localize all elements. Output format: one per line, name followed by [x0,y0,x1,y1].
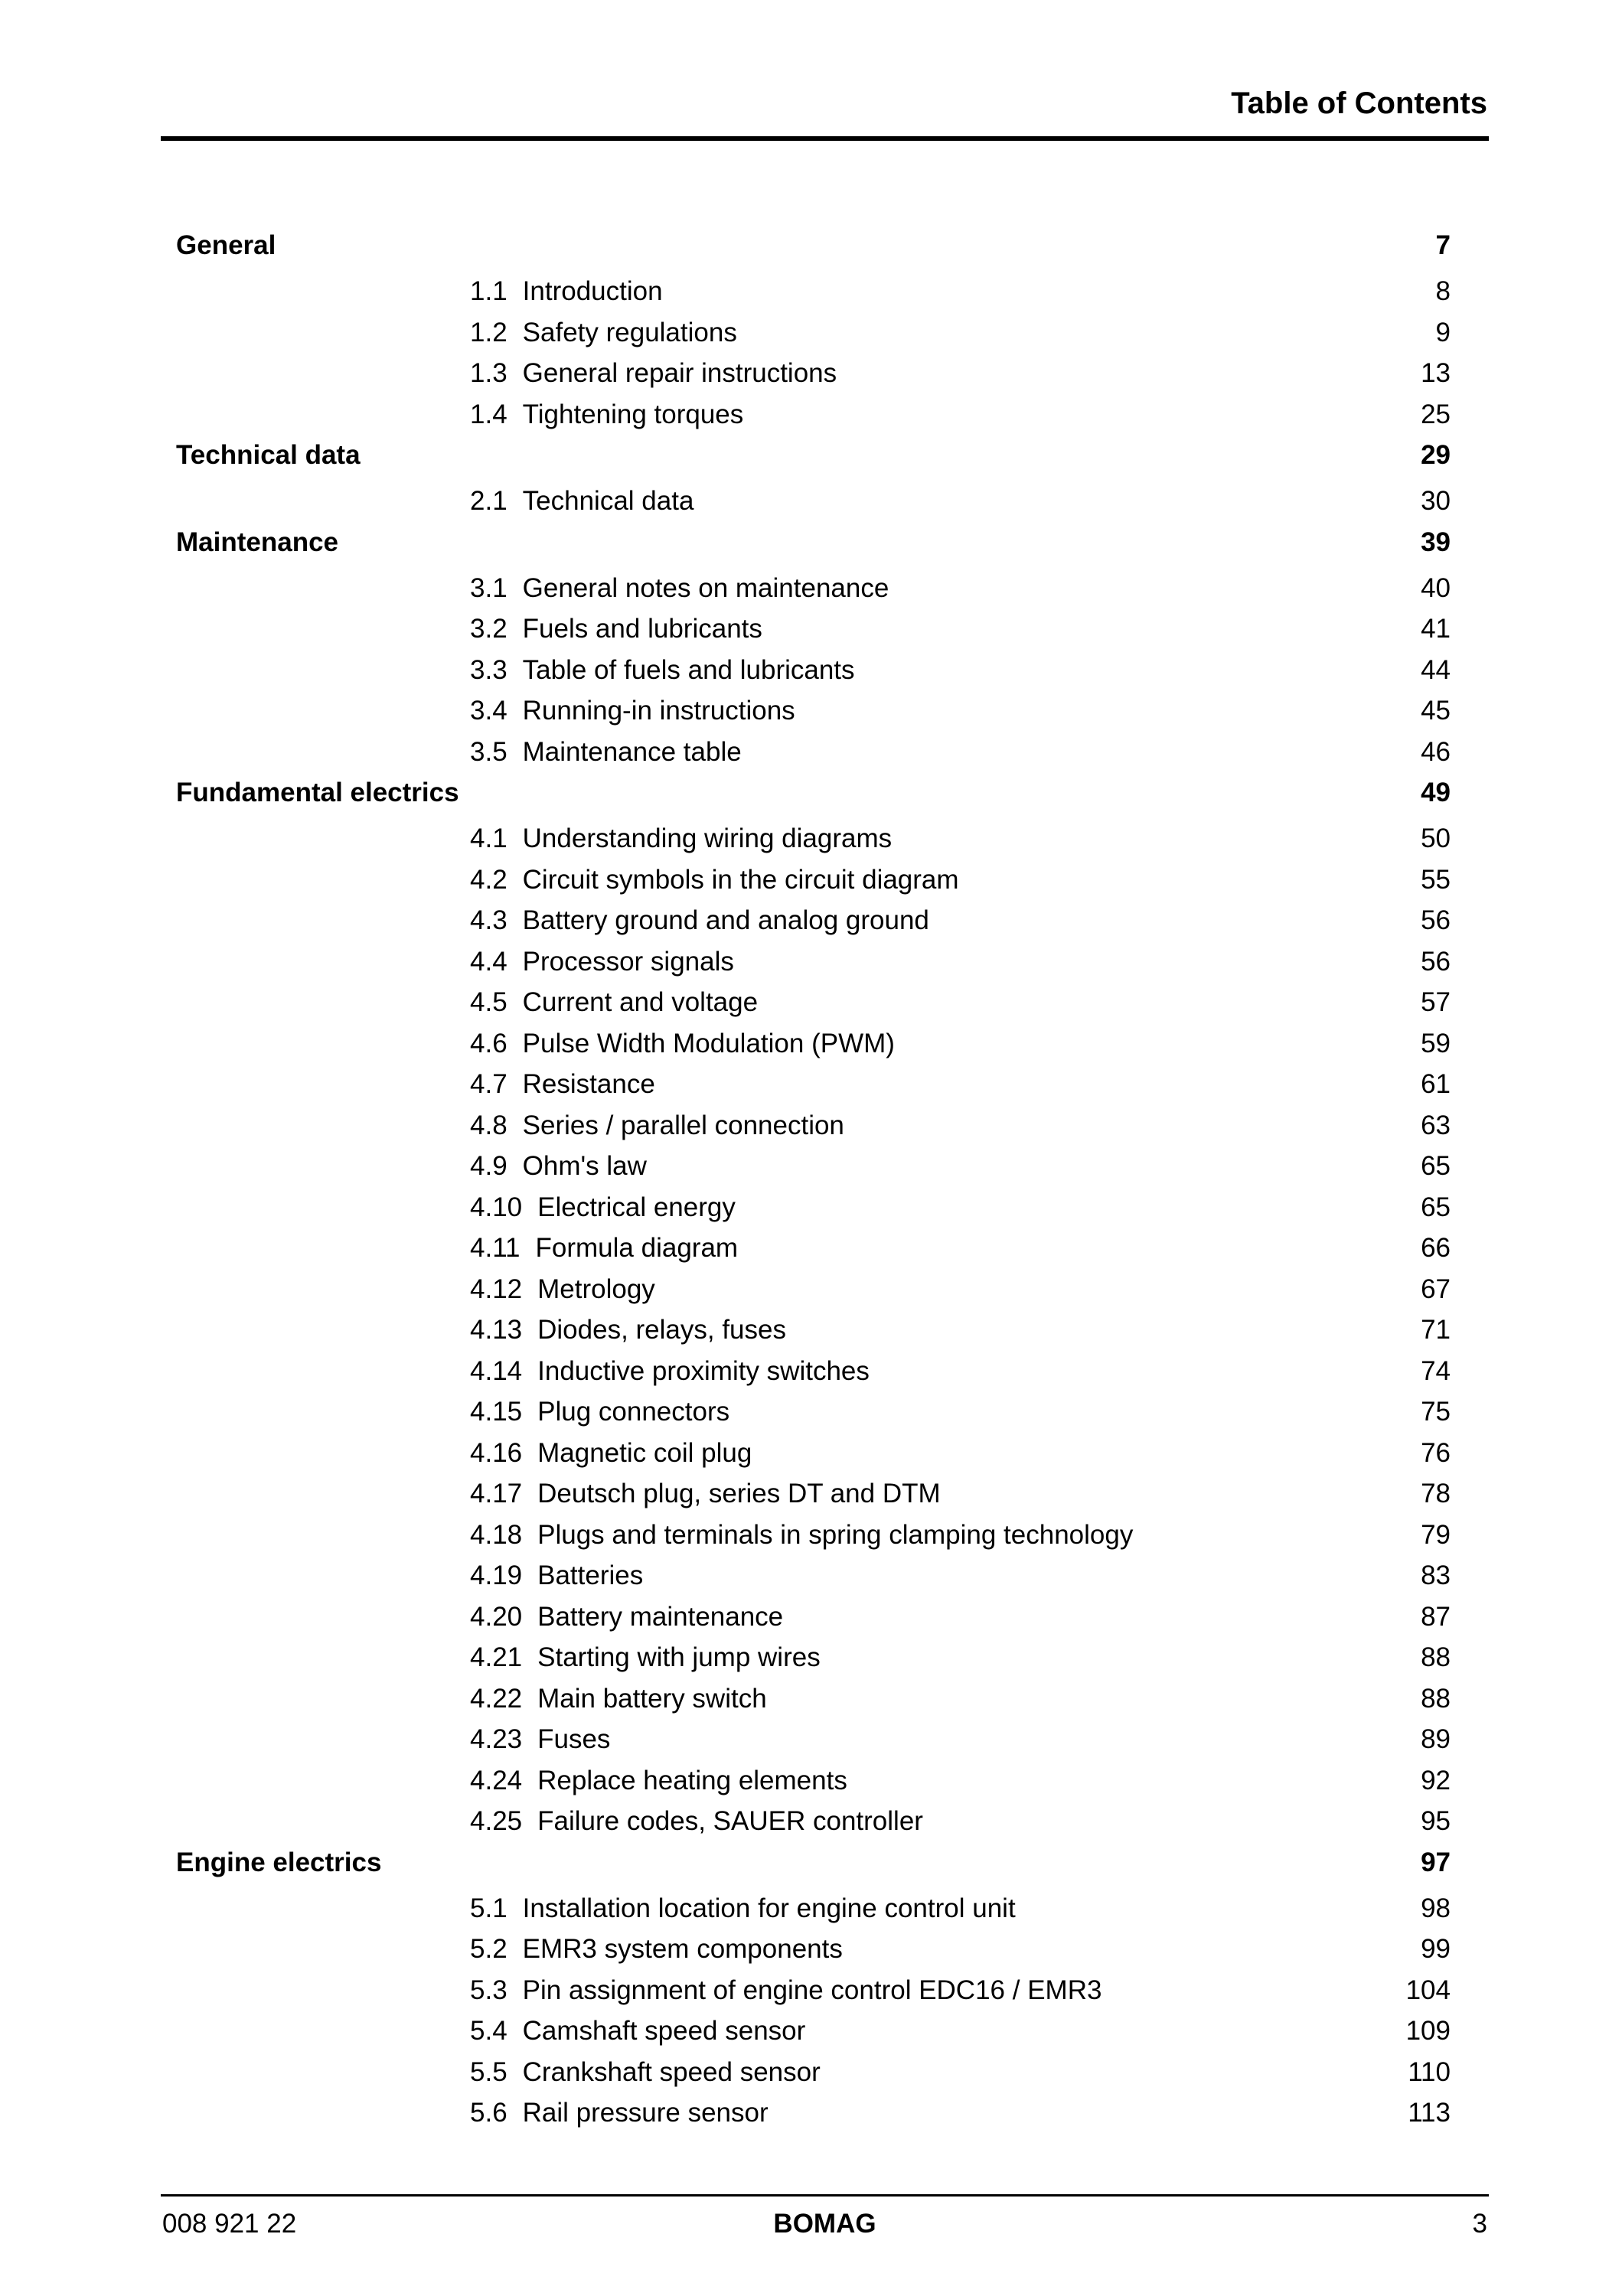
entry-label [470,2057,821,2088]
toc-entry[interactable] [470,1474,1451,1515]
toc-entry[interactable] [470,1106,1451,1147]
section-title: Maintenance [176,527,338,557]
entry-number: 4.2 [470,865,507,895]
entry-page-number: 65 [1421,1192,1451,1222]
entry-page-number: 99 [1421,1934,1451,1964]
toc-entry[interactable] [470,819,1451,860]
toc-entry[interactable] [470,1146,1451,1188]
entry-number: 4.3 [470,905,507,935]
entry-title: Crankshaft speed sensor [522,2057,821,2087]
entry-number: 4.23 [470,1724,523,1754]
entry-title: Resistance [522,1069,655,1099]
section-page-number: 39 [1421,527,1451,557]
entry-number: 1.1 [470,276,507,306]
entry-title: Maintenance table [522,737,742,767]
entry-page-number: 113 [1408,2098,1451,2128]
entry-page-number: 66 [1421,1233,1451,1263]
entry-page-number: 30 [1421,486,1451,516]
toc-entry[interactable] [470,2093,1451,2135]
entry-number: 5.5 [470,2057,507,2087]
toc-section[interactable] [176,1843,1451,1884]
toc-entry[interactable] [470,1310,1451,1352]
toc-entry[interactable] [470,395,1451,436]
entry-title: Electrical energy [537,1192,736,1222]
entry-page-number: 110 [1408,2057,1451,2087]
entry-page-number: 46 [1421,737,1451,767]
entry-page-number: 13 [1421,358,1451,388]
entry-title: Series / parallel connection [522,1110,844,1140]
entry-number: 4.7 [470,1069,507,1099]
toc-entry[interactable] [470,354,1451,395]
entry-title: Safety regulations [522,318,737,347]
entry-label [470,737,742,768]
toc-entry[interactable] [470,313,1451,354]
toc-entry[interactable] [470,1433,1451,1475]
entry-number: 4.20 [470,1602,523,1632]
entry-number: 4.25 [470,1806,523,1836]
toc-entry[interactable] [470,1679,1451,1720]
entry-number: 5.2 [470,1934,507,1964]
entry-label [470,1233,738,1264]
entry-page-number: 57 [1421,987,1451,1017]
entry-page-number: 8 [1435,276,1451,306]
entry-page-number: 88 [1421,1642,1451,1672]
toc-entry[interactable] [470,2053,1451,2094]
toc-entry[interactable] [470,691,1451,732]
entry-page-number: 40 [1421,573,1451,603]
entry-number: 5.4 [470,2016,507,2046]
entry-title: Table of fuels and lubricants [522,655,855,685]
entry-label [470,1274,655,1305]
toc-entry[interactable] [470,1065,1451,1106]
page-footer [161,2194,1489,2242]
entry-label [470,865,959,895]
entry-number: 4.18 [470,1520,523,1550]
entry-page-number: 55 [1421,865,1451,895]
entry-number: 4.5 [470,987,507,1017]
entry-label [470,358,837,389]
entry-page-number: 89 [1421,1724,1451,1754]
entry-number: 4.11 [470,1233,521,1263]
entry-label [470,2016,805,2047]
entry-label [470,1151,647,1182]
toc-section[interactable] [176,523,1451,564]
entry-number: 3.5 [470,737,507,767]
entry-label [470,2098,769,2128]
entry-number: 4.8 [470,1110,507,1140]
entry-title: General notes on maintenance [522,573,889,603]
entry-label [470,1315,786,1345]
toc-entry[interactable] [470,1024,1451,1065]
toc-entry[interactable] [470,1971,1451,2012]
toc-entry[interactable] [470,1228,1451,1270]
entry-page-number: 88 [1421,1684,1451,1714]
entry-title: Circuit symbols in the circuit diagram [522,865,959,895]
entry-label [470,1438,752,1469]
section-title: Engine electrics [176,1847,382,1877]
toc-entry[interactable] [470,983,1451,1024]
entry-label [470,823,892,854]
entry-page-number: 56 [1421,947,1451,977]
toc-entry[interactable] [470,1638,1451,1679]
toc-entry[interactable] [470,732,1451,774]
section-title: Fundamental electrics [176,778,459,807]
entry-title: Metrology [537,1274,655,1304]
entry-label [470,1110,844,1141]
entry-number: 3.2 [470,614,507,644]
entry-number: 1.2 [470,318,507,347]
entry-title: Pulse Width Modulation (PWM) [522,1029,895,1058]
entry-title: Fuels and lubricants [522,614,762,644]
entry-page-number: 45 [1421,696,1451,726]
entry-title: Processor signals [522,947,734,977]
entry-number: 4.9 [470,1151,507,1181]
entry-page-number: 104 [1405,1975,1451,2005]
entry-title: Starting with jump wires [537,1642,821,1672]
document-number: 008 921 22 [162,2209,297,2239]
entry-number: 3.1 [470,573,507,603]
toc-section[interactable] [176,773,1451,814]
entry-label [470,573,889,604]
entry-label [470,1684,767,1714]
entry-title: EMR3 system components [522,1934,843,1964]
entry-number: 4.14 [470,1356,523,1386]
toc-entry[interactable] [470,2011,1451,2053]
section-page-number: 7 [1435,230,1451,260]
toc-entry[interactable] [470,1515,1451,1557]
entry-page-number: 95 [1421,1806,1451,1836]
entry-page-number: 92 [1421,1766,1451,1795]
entry-number: 1.3 [470,358,507,388]
toc-entry[interactable] [470,272,1451,313]
toc-entry[interactable] [470,1392,1451,1433]
entry-page-number: 87 [1421,1602,1451,1632]
entry-number: 4.24 [470,1766,523,1795]
entry-label [470,655,855,686]
entry-label [470,1397,729,1427]
entry-title: Battery maintenance [537,1602,784,1632]
entry-label [470,987,758,1018]
entry-number: 4.12 [470,1274,523,1304]
entry-title: Tightening torques [522,400,744,429]
page-title: Table of Contents [1231,86,1487,120]
entry-number: 4.21 [470,1642,523,1672]
entry-title: Diodes, relays, fuses [537,1315,786,1345]
entry-title: Pin assignment of engine control EDC16 / EMR3 [522,1975,1102,2005]
toc-entry[interactable] [470,569,1451,610]
entry-page-number: 44 [1421,655,1451,685]
entry-page-number: 9 [1435,318,1451,347]
entry-number: 2.1 [470,486,507,516]
toc-entry[interactable] [470,1889,1451,1930]
entry-number: 4.19 [470,1561,523,1590]
entry-label [470,1724,610,1755]
entry-label [470,318,737,348]
entry-title: Formula diagram [535,1233,739,1263]
entry-label [470,1520,1133,1551]
section-title: General [176,230,276,260]
entry-title: Inductive proximity switches [537,1356,870,1386]
entry-title: Magnetic coil plug [537,1438,752,1468]
entry-label [470,486,694,517]
entry-page-number: 83 [1421,1561,1451,1590]
entry-label [470,1975,1101,2006]
entry-number: 5.1 [470,1893,507,1923]
entry-number: 4.17 [470,1479,523,1508]
entry-number: 4.1 [470,823,507,853]
toc-entry[interactable] [470,1188,1451,1229]
toc-entry[interactable] [470,901,1451,942]
entry-page-number: 63 [1421,1110,1451,1140]
entry-label [470,1069,655,1100]
entry-title: Plugs and terminals in spring clamping technology [537,1520,1134,1550]
page-number: 3 [1472,2209,1487,2239]
toc-entry[interactable] [470,860,1451,902]
entry-label [470,1561,643,1591]
entry-page-number: 65 [1421,1151,1451,1181]
toc-entry[interactable] [470,942,1451,983]
entry-page-number: 76 [1421,1438,1451,1468]
toc-section[interactable] [176,435,1451,477]
entry-title: Current and voltage [522,987,759,1017]
toc-entry[interactable] [470,1556,1451,1597]
toc-entry[interactable] [470,1720,1451,1761]
entry-label [470,614,762,644]
entry-number: 4.4 [470,947,507,977]
entry-number: 3.3 [470,655,507,685]
entry-title: Understanding wiring diagrams [522,823,893,853]
entry-title: Plug connectors [537,1397,730,1427]
entry-page-number: 61 [1421,1069,1451,1099]
entry-label [470,1479,941,1509]
entry-number: 4.10 [470,1192,523,1222]
toc-entry[interactable] [470,1270,1451,1311]
section-page-number: 29 [1421,440,1451,470]
toc-entry[interactable] [470,1802,1451,1843]
entry-title: General repair instructions [522,358,837,388]
entry-number: 4.15 [470,1397,523,1427]
entry-label [470,400,743,430]
toc-entry[interactable] [470,1597,1451,1639]
entry-title: Running-in instructions [522,696,795,726]
entry-number: 4.16 [470,1438,523,1468]
entry-page-number: 74 [1421,1356,1451,1386]
entry-label [470,696,795,726]
entry-title: Installation location for engine control unit [522,1893,1016,1923]
brand-name: BOMAG [773,2209,876,2239]
entry-page-number: 56 [1421,905,1451,935]
entry-title: Battery ground and analog ground [522,905,929,935]
entry-title: Camshaft speed sensor [522,2016,806,2046]
entry-page-number: 41 [1421,614,1451,644]
entry-label [470,1806,923,1837]
entry-title: Deutsch plug, series DT and DTM [537,1479,941,1508]
entry-page-number: 50 [1421,823,1451,853]
entry-page-number: 79 [1421,1520,1451,1550]
toc-entry[interactable] [470,1761,1451,1802]
entry-title: Technical data [522,486,694,516]
entry-title: Replace heating elements [537,1766,847,1795]
entry-number: 4.13 [470,1315,523,1345]
entry-title: Failure codes, SAUER controller [537,1806,923,1836]
entry-title: Ohm's law [522,1151,647,1181]
entry-page-number: 71 [1421,1315,1451,1345]
entry-page-number: 78 [1421,1479,1451,1508]
entry-label [470,1029,895,1059]
entry-number: 1.4 [470,400,507,429]
entry-label [470,1602,783,1632]
toc-entry[interactable] [470,481,1451,523]
entry-label [470,1766,847,1796]
entry-label [470,905,929,936]
toc-entry[interactable] [470,1929,1451,1971]
entry-number: 5.6 [470,2098,507,2128]
entry-title: Batteries [537,1561,644,1590]
toc-entry[interactable] [470,609,1451,651]
entry-title: Fuses [537,1724,611,1754]
entry-page-number: 67 [1421,1274,1451,1304]
entry-page-number: 75 [1421,1397,1451,1427]
toc-entry[interactable] [470,1352,1451,1393]
entry-label [470,1893,1016,1924]
entry-label [470,947,734,977]
entry-label [470,276,663,307]
entry-title: Introduction [522,276,663,306]
entry-title: Main battery switch [537,1684,767,1714]
entry-label [470,1356,870,1387]
entry-title: Rail pressure sensor [522,2098,769,2128]
entry-label [470,1192,736,1223]
entry-label [470,1642,821,1673]
section-title: Technical data [176,440,361,470]
entry-number: 4.6 [470,1029,507,1058]
entry-page-number: 98 [1421,1893,1451,1923]
entry-label [470,1934,843,1965]
entry-page-number: 25 [1421,400,1451,429]
entry-page-number: 109 [1405,2016,1451,2046]
toc-section[interactable] [176,226,1451,267]
entry-number: 5.3 [470,1975,507,2005]
section-page-number: 97 [1421,1847,1451,1877]
entry-page-number: 59 [1421,1029,1451,1058]
entry-number: 3.4 [470,696,507,726]
toc-entry[interactable] [470,651,1451,692]
section-page-number: 49 [1421,778,1451,807]
entry-number: 4.22 [470,1684,523,1714]
